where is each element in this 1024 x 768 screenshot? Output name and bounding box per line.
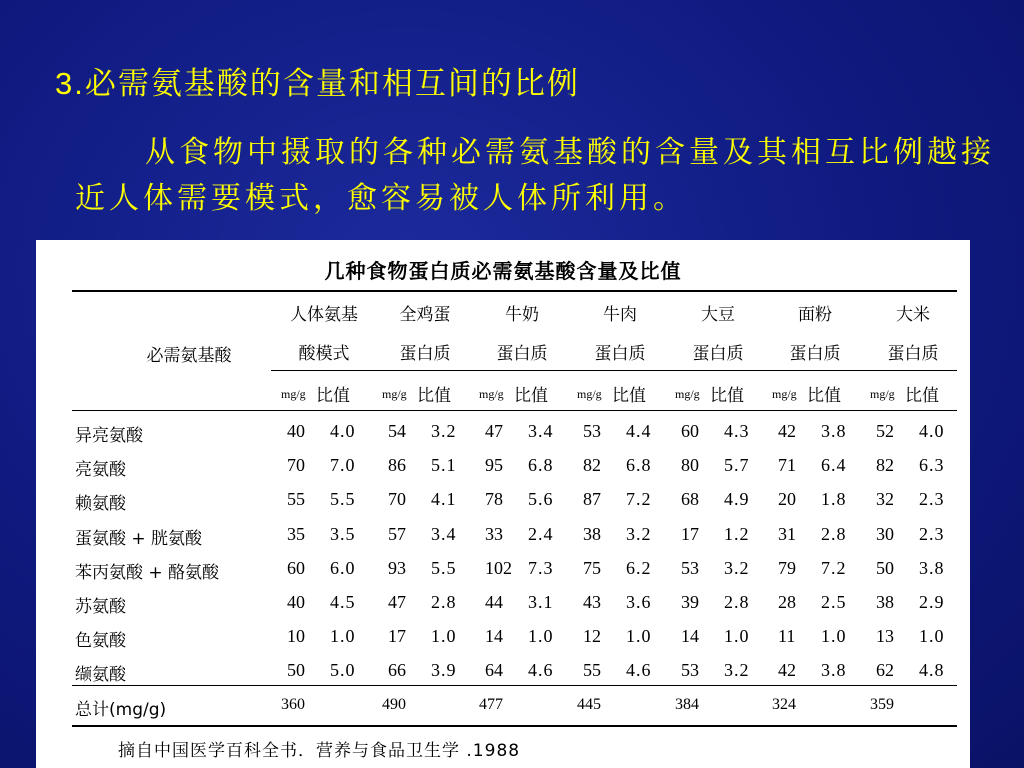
ratio-value: 3.6 <box>626 592 652 612</box>
content-value: 62 <box>876 660 894 681</box>
content-value: 52 <box>876 421 894 441</box>
amino-acid-name: 色氨酸 <box>75 631 126 652</box>
ratio-value: 3.2 <box>724 557 750 578</box>
ratio-value: 2.3 <box>919 489 945 510</box>
table-caption: 几种食物蛋白质必需氨基酸含量及比值 <box>324 259 682 283</box>
ratio-value: 3.2 <box>724 660 750 681</box>
ratio-value: 1.0 <box>330 626 356 647</box>
content-value: 42 <box>778 660 796 681</box>
ratio-value: 4.0 <box>330 421 356 441</box>
content-value: 43 <box>583 592 601 612</box>
ratio-value: 2.3 <box>919 523 945 544</box>
content-value: 75 <box>583 557 601 578</box>
header-bottom-rule <box>72 410 957 411</box>
slide-title <box>55 58 580 103</box>
amino-acid-name: 苏氨酸 <box>75 597 126 617</box>
unit-rule <box>271 370 957 371</box>
ratio-value: 5.6 <box>528 489 554 510</box>
amino-acid-table <box>36 240 970 768</box>
unit-label: mg/g <box>870 387 895 401</box>
content-value: 50 <box>876 557 894 578</box>
ratio-value: 1.0 <box>821 626 847 647</box>
ratio-value: 3.8 <box>919 557 945 578</box>
content-value: 40 <box>287 592 305 612</box>
title-number: 3. <box>55 66 85 101</box>
ratio-value: 3.1 <box>528 592 554 612</box>
content-value: 66 <box>388 660 406 681</box>
ratio-label: 比值 <box>807 386 841 406</box>
content-value: 79 <box>778 557 796 578</box>
content-value: 17 <box>681 523 699 544</box>
ratio-value: 3.2 <box>626 523 652 544</box>
ratio-value: 6.2 <box>626 557 652 578</box>
ratio-value: 1.2 <box>724 523 750 544</box>
ratio-value: 6.3 <box>919 455 945 476</box>
ratio-label: 比值 <box>514 386 548 406</box>
column-header-line2: 蛋白质 <box>887 344 939 364</box>
ratio-value: 5.7 <box>724 455 750 476</box>
table-row <box>36 418 970 452</box>
ratio-value: 3.4 <box>528 421 554 441</box>
column-header-line1: 全鸡蛋 <box>399 305 451 325</box>
ratio-value: 4.8 <box>919 660 945 681</box>
content-value: 40 <box>287 421 305 441</box>
ratio-value: 5.0 <box>330 660 356 681</box>
table-top-rule <box>72 290 957 292</box>
content-value: 54 <box>388 421 406 441</box>
ratio-value: 1.0 <box>626 626 652 647</box>
title-text: 必需氨基酸的含量和相互间的比例 <box>84 66 580 102</box>
column-header-line2: 蛋白质 <box>594 344 646 364</box>
ratio-value: 7.3 <box>528 557 554 578</box>
column-header-line2: 蛋白质 <box>399 344 451 364</box>
ratio-value: 1.0 <box>724 626 750 647</box>
table-row <box>36 486 970 520</box>
column-header-line2: 蛋白质 <box>789 344 841 364</box>
ratio-value: 5.1 <box>431 455 457 476</box>
ratio-value: 3.2 <box>431 421 457 441</box>
ratio-value: 7.2 <box>626 489 652 510</box>
content-value: 78 <box>485 489 503 510</box>
content-value: 102 <box>485 557 512 578</box>
total-value: 360 <box>281 696 305 713</box>
ratio-value: 3.8 <box>821 660 847 681</box>
ratio-value: 4.6 <box>528 660 554 681</box>
content-value: 39 <box>681 592 699 612</box>
content-value: 87 <box>583 489 601 510</box>
content-value: 14 <box>681 626 699 647</box>
content-value: 55 <box>583 660 601 681</box>
column-header-line2: 蛋白质 <box>692 344 744 364</box>
ratio-value: 6.0 <box>330 557 356 578</box>
content-value: 68 <box>681 489 699 510</box>
total-value: 477 <box>479 696 503 713</box>
content-value: 44 <box>485 592 503 612</box>
unit-label: mg/g <box>772 387 797 401</box>
ratio-value: 1.0 <box>431 626 457 647</box>
total-value: 384 <box>675 696 699 713</box>
content-value: 28 <box>778 592 796 612</box>
content-value: 20 <box>778 489 796 510</box>
column-header-line1: 牛肉 <box>603 305 637 325</box>
ratio-value: 4.4 <box>626 421 652 441</box>
content-value: 53 <box>681 660 699 681</box>
content-value: 70 <box>388 489 406 510</box>
column-header-line2: 蛋白质 <box>496 344 548 364</box>
ratio-value: 2.4 <box>528 523 554 544</box>
ratio-value: 4.0 <box>919 421 945 441</box>
total-row <box>36 692 970 726</box>
ratio-value: 2.5 <box>821 592 847 612</box>
unit-label: mg/g <box>281 387 306 401</box>
content-value: 10 <box>287 626 305 647</box>
ratio-label: 比值 <box>905 386 939 406</box>
content-value: 60 <box>681 421 699 441</box>
ratio-label: 比值 <box>612 386 646 406</box>
column-header-line1: 大米 <box>896 305 930 325</box>
ratio-value: 7.2 <box>821 557 847 578</box>
content-value: 33 <box>485 523 503 544</box>
ratio-value: 6.4 <box>821 455 847 476</box>
ratio-value: 3.8 <box>821 421 847 441</box>
ratio-value: 7.0 <box>330 455 356 476</box>
table-row <box>36 589 970 623</box>
amino-acid-name: 缬氨酸 <box>75 665 126 686</box>
content-value: 17 <box>388 626 406 647</box>
ratio-value: 4.6 <box>626 660 652 681</box>
column-header-line1: 大豆 <box>701 305 735 325</box>
content-value: 82 <box>876 455 894 476</box>
ratio-value: 6.8 <box>626 455 652 476</box>
ratio-value: 4.5 <box>330 592 356 612</box>
total-value: 359 <box>870 696 894 713</box>
content-value: 53 <box>583 421 601 441</box>
row-header: 必需氨基酸 <box>146 346 232 366</box>
total-label: 总计(mg/g) <box>75 700 167 720</box>
ratio-value: 5.5 <box>330 489 356 510</box>
ratio-value: 2.8 <box>724 592 750 612</box>
unit-label: mg/g <box>577 387 602 401</box>
amino-acid-name: 蛋氨酸 + 胱氨酸 <box>75 528 203 549</box>
amino-acid-name: 苯丙氨酸 + 酪氨酸 <box>75 562 220 583</box>
column-header-line1: 牛奶 <box>505 305 539 325</box>
ratio-value: 4.9 <box>724 489 750 510</box>
content-value: 53 <box>681 557 699 578</box>
unit-label: mg/g <box>675 387 700 401</box>
ratio-label: 比值 <box>417 386 451 406</box>
ratio-value: 4.1 <box>431 489 457 510</box>
content-value: 35 <box>287 523 305 544</box>
content-value: 71 <box>778 455 796 476</box>
content-value: 82 <box>583 455 601 476</box>
ratio-value: 2.8 <box>821 523 847 544</box>
ratio-value: 3.4 <box>431 523 457 544</box>
ratio-value: 1.0 <box>919 626 945 647</box>
ratio-value: 1.8 <box>821 489 847 510</box>
content-value: 32 <box>876 489 894 510</box>
table-row <box>36 452 970 486</box>
amino-acid-name: 异亮氨酸 <box>75 426 143 446</box>
amino-acid-name: 亮氨酸 <box>75 460 126 481</box>
content-value: 14 <box>485 626 503 647</box>
column-header-line1: 面粉 <box>798 305 832 325</box>
table-row <box>36 623 970 657</box>
content-value: 31 <box>778 523 796 544</box>
ratio-label: 比值 <box>710 386 744 406</box>
table-row <box>36 555 970 589</box>
ratio-value: 1.0 <box>528 626 554 647</box>
ratio-value: 3.5 <box>330 523 356 544</box>
content-value: 47 <box>485 421 503 441</box>
ratio-value: 4.3 <box>724 421 750 441</box>
ratio-value: 5.5 <box>431 557 457 578</box>
source-note: 摘自中国医学百科全书．营养与食品卫生学 .1988 <box>118 741 521 761</box>
total-value: 490 <box>382 696 406 713</box>
content-value: 60 <box>287 557 305 578</box>
ratio-label: 比值 <box>316 386 350 406</box>
content-value: 30 <box>876 523 894 544</box>
ratio-value: 6.8 <box>528 455 554 476</box>
total-value: 324 <box>772 696 796 713</box>
ratio-value: 2.8 <box>431 592 457 612</box>
content-value: 38 <box>876 592 894 612</box>
column-header-line2: 酸模式 <box>298 344 350 364</box>
content-value: 93 <box>388 557 406 578</box>
ratio-value: 2.9 <box>919 592 945 612</box>
amino-acid-name: 赖氨酸 <box>75 494 126 515</box>
content-value: 42 <box>778 421 796 441</box>
content-value: 13 <box>876 626 894 647</box>
table-row <box>36 521 970 555</box>
content-value: 38 <box>583 523 601 544</box>
content-value: 95 <box>485 455 503 476</box>
ratio-value: 3.9 <box>431 660 457 681</box>
unit-label: mg/g <box>479 387 504 401</box>
content-value: 80 <box>681 455 699 476</box>
content-value: 70 <box>287 455 305 476</box>
content-value: 50 <box>287 660 305 681</box>
content-value: 57 <box>388 523 406 544</box>
table-row <box>36 657 970 691</box>
unit-label: mg/g <box>382 387 407 401</box>
content-value: 12 <box>583 626 601 647</box>
column-header-line1: 人体氨基 <box>290 305 358 325</box>
content-value: 47 <box>388 592 406 612</box>
content-value: 86 <box>388 455 406 476</box>
total-value: 445 <box>577 696 601 713</box>
intro-paragraph: 从食物中摄取的各种必需氨基酸的含量及其相互比例越接近人体需要模式，愈容易被人体所利用。 <box>75 135 995 216</box>
content-value: 11 <box>778 626 796 647</box>
content-value: 64 <box>485 660 503 681</box>
content-value: 55 <box>287 489 305 510</box>
